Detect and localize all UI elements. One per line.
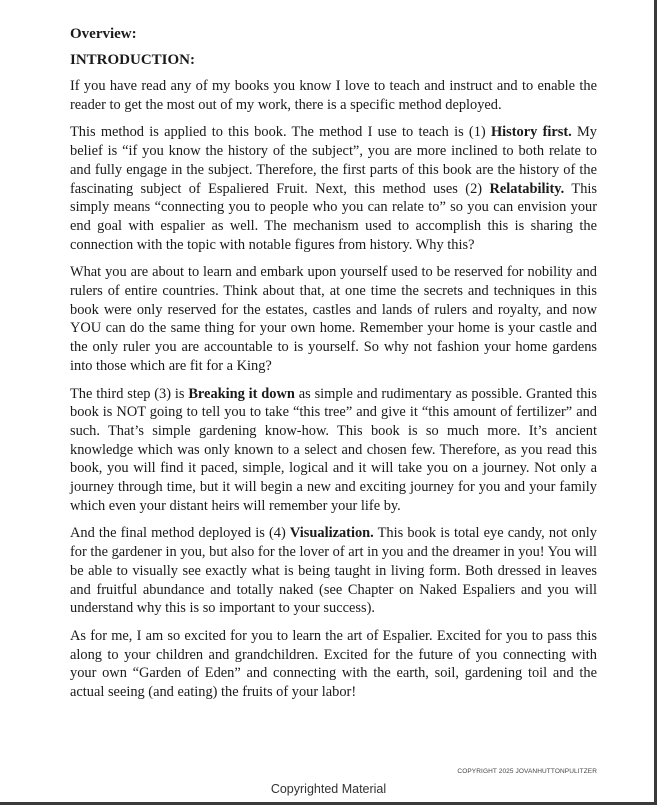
paragraph-method-text-1: This method is applied to this book. The method I use to teach is (1) [70, 124, 491, 141]
paragraph-visualization-text-2: This book is total eye candy, not only for the gardener in you, but also for the lover of art in you and the dreamer in you! You will be able to visually see exactly what is being taught in living form. Both dressed in leaves and fruitful abundance and totally naked (see Chapter on Naked Espaliers and you will understand why this is so important to your success). [70, 525, 598, 617]
section-heading: INTRODUCTION: [70, 52, 196, 68]
page-content [70, 24, 597, 711]
paragraph-closing: As for me, I am so excited for you to learn the art of Espalier. Excited for you to pass this along to your children and grandchildren. Excited for the future of you connecting with your own “Garden of Eden” and connecting with the earth, soil, gardening toil and the actual seeing (and eating) the fruits of your labor! [70, 627, 597, 701]
paragraph-visualization [70, 524, 597, 618]
paragraph-third-step-text-2: as simple and rudimentary as possible. Granted this book is NOT going to tell you to take “this tree” and give it “this amount of fertilizer” and such. That’s simple gardening know-how. This book is so much more. It’s ancient knowledge which was only known to a select and chosen few. Therefore, as you read this book, you will find it paced, simple, logical and it will take you on a journey. Not only a journey through time, but it will begin a new and exciting journey for you and your family which even your distant heirs will remember your life by. [70, 385, 597, 514]
paragraph-third-step-text-1: The third step (3) is [70, 385, 189, 402]
overview-label: Overview: [70, 26, 137, 42]
paragraph-method [70, 123, 597, 254]
paragraph-intro: If you have read any of my books you know I love to teach and instruct and to enable the reader to get the most out of my work, there is a specific method deployed. [70, 78, 597, 113]
paragraph-nobility: What you are about to learn and embark upon yourself used to be reserved for nobility and rulers of entire countries. Think about that, at one time the secrets and techniques in this book were only reserved for the estates, castles and lands of rulers and royalty, and now YOU can do the same thing for your own home. Remember your home is your castle and the only ruler you are accountable to is yourself. So why not fashion your home gardens into those which are fit for a King? [70, 264, 597, 374]
breaking-it-down-bold: Breaking it down [188, 385, 295, 402]
paragraph-method-text-2: My belief is “if you know the history of the subject”, you are more inclined to both relate to and fully engage in the subject. Therefore, the first parts of this book are the history of the fascinating subject of Espaliered Fruit. Next, this method uses (2) [70, 124, 597, 197]
visualization-bold: Visualization. [289, 525, 374, 542]
paragraph-method-text-3: This simply means “connecting you to people who you can relate to” so you can envision your end goal with espalier as well. The mechanism used to accomplish this is sharing the connection with the topic with notable figures from history. Why this? [70, 180, 597, 253]
footer-copyrighted-material: Copyrighted Material [270, 782, 387, 796]
relatability-bold: Relatability. [489, 180, 565, 197]
paragraph-third-step [70, 385, 597, 516]
copyright-notice: COPYRIGHT 2025 JOVANHUTTONPULITZER [457, 768, 597, 775]
history-first-bold: History first. [490, 124, 572, 141]
paragraph-visualization-text-1: And the final method deployed is (4) [70, 525, 290, 542]
